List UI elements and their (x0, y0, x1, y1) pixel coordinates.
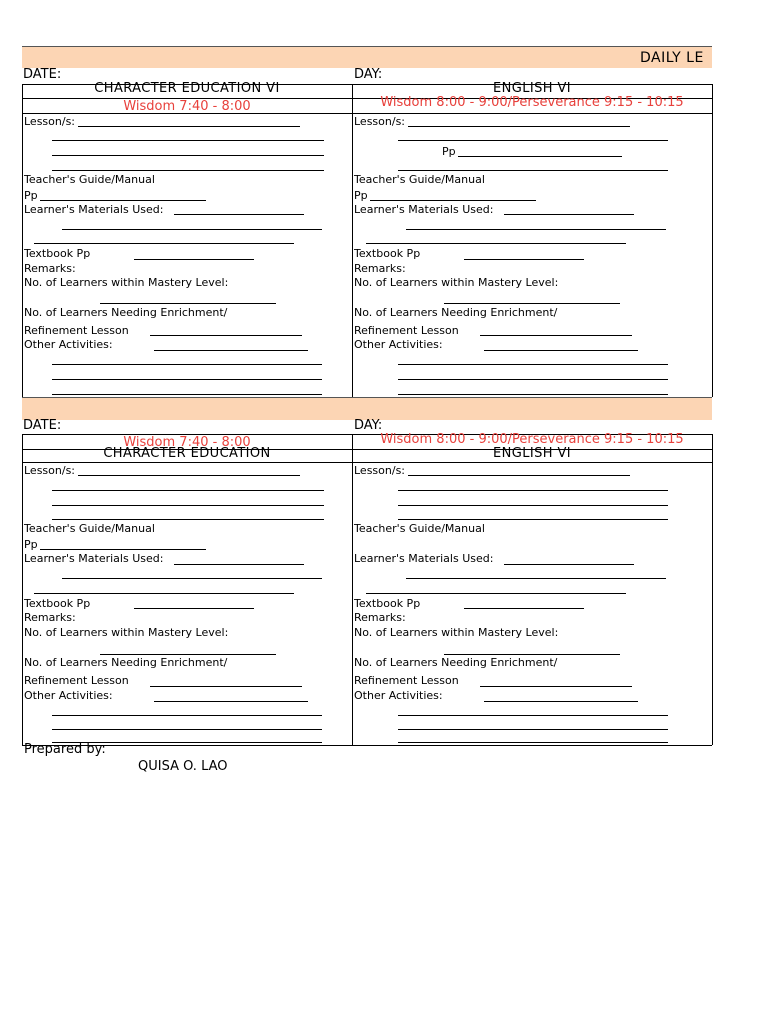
header-band (22, 46, 712, 68)
schedule-text: Wisdom 8:00 - 9:00/Perseverance 9:15 - 10:15 (380, 95, 684, 110)
lessons-label: Lesson/s: (354, 115, 406, 128)
mastery-label: No. of Learners within Mastery Level: (24, 276, 229, 289)
textbook-line[interactable] (464, 608, 584, 609)
lm-line[interactable] (406, 578, 666, 579)
lm-line[interactable] (366, 593, 626, 594)
refinement-line[interactable] (150, 686, 302, 687)
pp-label: Pp (354, 189, 368, 202)
lessons-line[interactable] (52, 490, 324, 491)
textbook-line[interactable] (134, 608, 254, 609)
lm-line[interactable] (34, 243, 294, 244)
other-activities-label: Other Activities: (354, 338, 443, 351)
enrichment-label: No. of Learners Needing Enrichment/ (354, 306, 558, 319)
pp-label: Pp (442, 145, 456, 158)
schedule-text: Wisdom 8:00 - 9:00/Perseverance 9:15 - 10:15 (380, 432, 684, 447)
lessons-label: Lesson/s: (24, 464, 76, 477)
refinement-label: Refinement Lesson (24, 674, 129, 687)
lessons-line[interactable] (52, 140, 324, 141)
day-label: DAY: (354, 418, 383, 433)
divider (22, 745, 712, 746)
mastery-line[interactable] (100, 654, 276, 655)
lessons-line[interactable] (52, 505, 324, 506)
other-activities-line[interactable] (398, 742, 668, 743)
other-activities-line[interactable] (154, 701, 308, 702)
textbook-label: Textbook Pp (24, 247, 91, 260)
lessons-line[interactable] (52, 170, 324, 171)
lessons-line[interactable] (398, 170, 668, 171)
pp-line[interactable] (458, 156, 622, 157)
remarks-label: Remarks: (24, 262, 76, 275)
refinement-line[interactable] (480, 335, 632, 336)
lm-line[interactable] (504, 564, 634, 565)
divider (22, 462, 712, 463)
lm-line[interactable] (62, 578, 322, 579)
enrichment-label: No. of Learners Needing Enrichment/ (354, 656, 558, 669)
day-label: DAY: (354, 67, 383, 82)
date-label: DATE: (23, 67, 62, 82)
textbook-line[interactable] (464, 259, 584, 260)
lm-line[interactable] (504, 214, 634, 215)
mastery-label: No. of Learners within Mastery Level: (24, 626, 229, 639)
other-activities-line[interactable] (52, 364, 322, 365)
other-activities-label: Other Activities: (354, 689, 443, 702)
pp-line[interactable] (40, 200, 206, 201)
lm-label: Learner's Materials Used: (24, 203, 164, 216)
refinement-label: Refinement Lesson (354, 324, 459, 337)
lm-label: Learner's Materials Used: (354, 552, 494, 565)
subject-title: ENGLISH VI (493, 81, 571, 96)
mastery-line[interactable] (100, 303, 276, 304)
schedule-text: Wisdom 7:40 - 8:00 (123, 435, 251, 450)
lessons-line[interactable] (52, 519, 324, 520)
lm-line[interactable] (366, 243, 626, 244)
preparer-name: QUISA O. LAO (138, 759, 228, 774)
remarks-label: Remarks: (24, 611, 76, 624)
textbook-label: Textbook Pp (24, 597, 91, 610)
enrichment-label: No. of Learners Needing Enrichment/ (24, 656, 228, 669)
guide-label: Teacher's Guide/Manual (354, 522, 485, 535)
lm-line[interactable] (406, 229, 666, 230)
remarks-label: Remarks: (354, 262, 406, 275)
other-activities-line[interactable] (52, 379, 322, 380)
refinement-label: Refinement Lesson (24, 324, 129, 337)
enrichment-label: No. of Learners Needing Enrichment/ (24, 306, 228, 319)
other-activities-line[interactable] (484, 350, 638, 351)
lessons-line[interactable] (78, 475, 300, 476)
other-activities-line[interactable] (398, 729, 668, 730)
textbook-label: Textbook Pp (354, 597, 421, 610)
divider (22, 434, 23, 745)
lessons-line[interactable] (408, 126, 630, 127)
subject-title: CHARACTER EDUCATION (103, 446, 271, 461)
lessons-line[interactable] (398, 140, 668, 141)
pp-line[interactable] (40, 549, 206, 550)
guide-label: Teacher's Guide/Manual (354, 173, 485, 186)
subject-title: CHARACTER EDUCATION VI (94, 81, 280, 96)
lessons-line[interactable] (408, 475, 630, 476)
lm-line[interactable] (62, 229, 322, 230)
divider (712, 434, 713, 745)
other-activities-line[interactable] (52, 715, 322, 716)
page-title: DAILY LE (640, 50, 704, 66)
lm-line[interactable] (174, 564, 304, 565)
lm-label: Learner's Materials Used: (24, 552, 164, 565)
other-activities-line[interactable] (398, 364, 668, 365)
separator-band (22, 397, 712, 420)
other-activities-label: Other Activities: (24, 338, 113, 351)
subject-title: ENGLISH VI (493, 446, 571, 461)
pp-label: Pp (24, 189, 38, 202)
other-activities-line[interactable] (484, 701, 638, 702)
guide-label: Teacher's Guide/Manual (24, 173, 155, 186)
lm-line[interactable] (34, 593, 294, 594)
mastery-label: No. of Learners within Mastery Level: (354, 276, 559, 289)
lessons-line[interactable] (52, 155, 324, 156)
lessons-line[interactable] (398, 519, 668, 520)
remarks-label: Remarks: (354, 611, 406, 624)
other-activities-line[interactable] (398, 379, 668, 380)
other-activities-line[interactable] (154, 350, 308, 351)
mastery-line[interactable] (444, 654, 620, 655)
refinement-line[interactable] (480, 686, 632, 687)
lessons-line[interactable] (78, 126, 300, 127)
lm-line[interactable] (174, 214, 304, 215)
other-activities-line[interactable] (398, 394, 668, 395)
guide-label: Teacher's Guide/Manual (24, 522, 155, 535)
lessons-line[interactable] (398, 505, 668, 506)
divider (352, 434, 353, 745)
mastery-line[interactable] (444, 303, 620, 304)
divider (352, 84, 353, 397)
mastery-label: No. of Learners within Mastery Level: (354, 626, 559, 639)
divider (712, 84, 713, 397)
other-activities-label: Other Activities: (24, 689, 113, 702)
pp-line[interactable] (370, 200, 536, 201)
textbook-line[interactable] (134, 259, 254, 260)
divider (22, 84, 23, 397)
lessons-label: Lesson/s: (354, 464, 406, 477)
lessons-line[interactable] (398, 490, 668, 491)
date-label: DATE: (23, 418, 62, 433)
other-activities-line[interactable] (398, 715, 668, 716)
refinement-line[interactable] (150, 335, 302, 336)
lessons-label: Lesson/s: (24, 115, 76, 128)
textbook-label: Textbook Pp (354, 247, 421, 260)
lm-label: Learner's Materials Used: (354, 203, 494, 216)
refinement-label: Refinement Lesson (354, 674, 459, 687)
other-activities-line[interactable] (52, 394, 322, 395)
prepared-by-label: Prepared by: (24, 742, 106, 757)
pp-label: Pp (24, 538, 38, 551)
other-activities-line[interactable] (52, 729, 322, 730)
schedule-text: Wisdom 7:40 - 8:00 (123, 99, 251, 114)
